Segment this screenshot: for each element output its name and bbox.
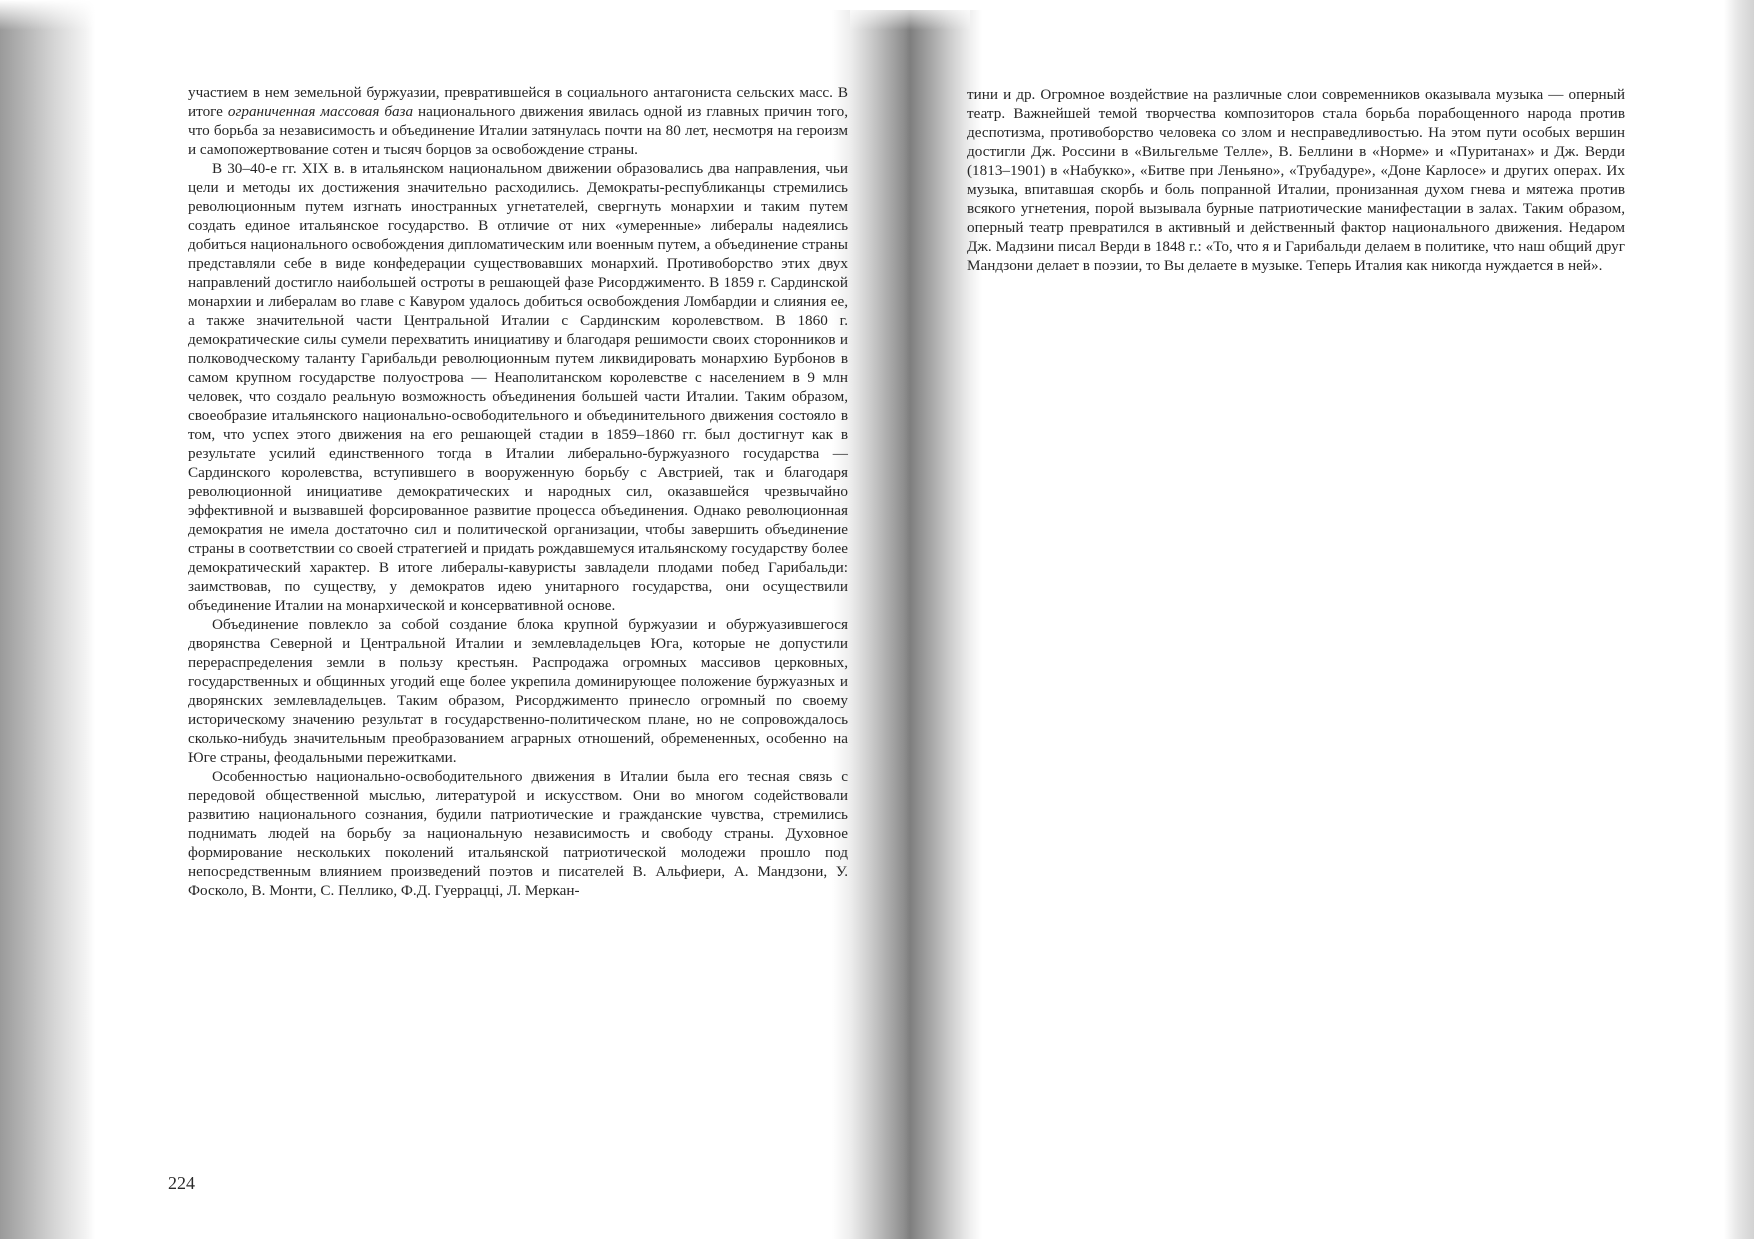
right-page-text	[967, 85, 1625, 275]
paragraph-1-start: участием в нем земельной буржуазии, превратившейся в социального антагониста сельских масс. В итоге	[188, 84, 848, 120]
left-page-text	[188, 83, 848, 900]
paragraph-2: В 30–40-е гг. XIX в. в итальянском национальном движении образовались два направления, чьи цели и методы их достижения значительно расходились. Демократы-республиканцы стремились революционным путем изгнать иностранных угнетателей, свергнуть монархии и таким путем создать единое итальянское государство. В отличие от них «умеренные» либералы надеялись добиться национального освобождения дипломатическим или военным путем, а объединение страны представляли себе в виде конфедерации существовавших монархий. Противоборство этих двух направлений достигло наибольшей остроты в решающей фазе Рисорджименто. В 1859 г. Сардинской монархии и либералам во главе с Кавуром удалось добиться освобождения Ломбардии и слияния ее, а также значительной части Центральной Италии с Сардинским королевством. В 1860 г. демократические силы сумели перехватить инициативу и благодаря решимости своих сторонников и полководческому таланту Гарибальди революционным путем ликвидировать монархию Бурбонов в самом крупном государстве полуострова — Неаполитанском королевстве с населением в 9 млн человек, что создало реальную возможность объединения большей части Италии. Таким образом, своеобразие итальянского национально-освободительного и объединительного движения состояло в том, что успех этого движения на его решающей стадии в 1859–1860 гг. был достигнут как в результате усилий единственного тогда в Италии либерально-буржуазного государства — Сардинского королевства, вступившего в вооруженную борьбу с Австрией, так и благодаря революционной инициативе демократических и народных сил, оказавшейся чрезвычайно эффективной и вызвавшей форсированное развитие процесса объединения. Однако революционная демократия не имела достаточно сил и политической организации, чтобы завершить объединение страны в соответствии со своей стратегией и придать рождавшемуся итальянскому государству более демократический характер. В итоге либералы-кавуристы завладели плодами побед Гарибальди: заимствовав, по существу, у демократов идею унитарного государства, они осуществили объединение Италии на монархической и консервативной основе.	[188, 160, 848, 614]
emphasis-mass-base: ограниченная массовая база	[227, 103, 414, 120]
book-gutter-top	[850, 0, 970, 30]
right-scan-shadow	[1724, 0, 1754, 1239]
right-paragraph-1: тини и др. Огромное воздействие на различные слои современников оказывала музыка — оперный театр. Важнейшей темой творчества композиторов стала борьба порабощенного народа против деспотизма, противоборство человека со злом и несправедливостью. На этом пути особых вершин достигли Дж. Россини в «Вильгельме Телле», В. Беллини в «Норме» и «Пуританах» и Дж. Верди (1813–1901) в «Набукко», «Битве при Леньяно», «Трубадуре», «Доне Карлосе» и других операх. Их музыка, впитавшая скорбь и боль попранной Италии, пронизанная духом гнева и мятежа против всякого угнетения, порой вызывала бурные патриотические манифестации в залах. Таким образом, оперный театр превратился в активный и действенный фактор национального движения. Недаром Дж. Мадзини писал Верди в 1848 г.: «То, что я и Гарибальди делаем в политике, что наш общий друг Мандзони делает в поэзии, то Вы делаете в музыке. Теперь Италия как никогда нуждается в ней».	[967, 86, 1625, 274]
left-scan-shadow-top	[0, 0, 95, 30]
left-scan-shadow	[0, 0, 95, 1239]
paragraph-3: Объединение повлекло за собой создание блока крупной буржуазии и обуржуазившегося дворянства Северной и Центральной Италии и землевладельцев Юга, которые не допустили перераспределения земли в пользу крестьян. Распродажа огромных массивов церковных, государственных и общинных угодий еще более укрепила доминирующее положение буржуазных и дворянских землевладельцев. Таким образом, Рисорджименто принесло огромный по своему историческому значению результат в государственно-политическом плане, но не сопровождалось сколько-нибудь значительным преобразованием аграрных отношений, обремененных, особенно на Юге страны, феодальными пережитками.	[188, 616, 848, 766]
paragraph-1-end: национального движения явилась одной из главных причин того, что борьба за независимость и объединение Италии затянулась почти на 80 лет, несмотря на героизм и самопожертвование сотен и тысяч борцов за освобождение страны.	[188, 103, 849, 158]
page-number: 224	[168, 1173, 195, 1193]
paragraph-1	[188, 83, 848, 159]
book-gutter-shadow	[832, 10, 982, 1239]
paragraph-4: Особенностью национально-освободительного движения в Италии была его тесная связь с передовой общественной мыслью, литературой и искусством. Они во многом содействовали развитию национального сознания, будили патриотические и гражданские чувства, стремились поднимать людей на борьбу за национальную независимость и свободу страны. Духовное формирование нескольких поколений итальянской патриотической молодежи прошло под непосредственным влиянием произведений поэтов и писателей В. Альфиери, А. Мандзони, У. Фосколо, В. Монти, С. Пеллико, Ф.Д. Гуерраццi, Л. Меркан-	[188, 768, 848, 899]
